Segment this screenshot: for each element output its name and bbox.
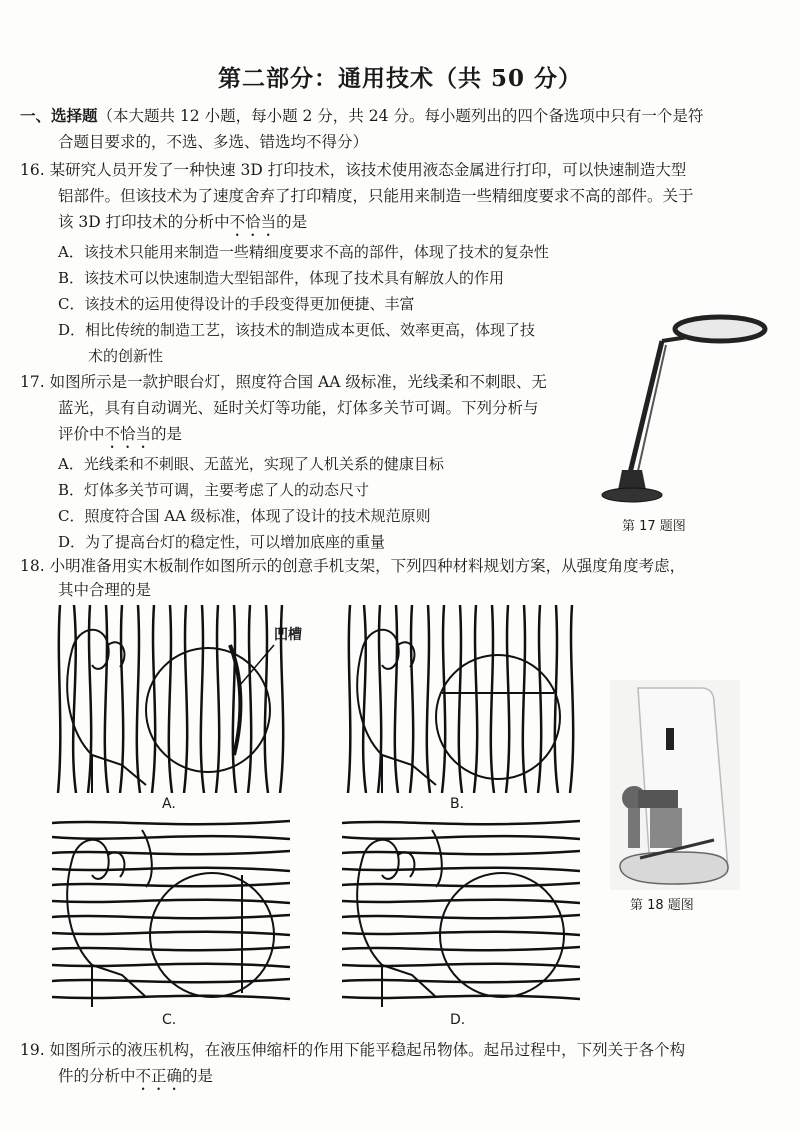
desk-lamp-figure <box>600 305 790 515</box>
q19-line2: 件的分析中不正确的是 <box>58 1067 214 1085</box>
q16-option-c[interactable]: C．该技术的运用使得设计的手段变得更加便捷、丰富 <box>58 295 415 313</box>
q17-line2: 蓝光，具有自动调光、延时关灯等功能，灯体多关节可调。下列分析与 <box>58 399 539 417</box>
option-c-figure[interactable] <box>52 815 290 1007</box>
groove-label: 凹槽 <box>274 627 302 643</box>
q16-option-b[interactable]: B．该技术可以快速制造大型铝部件，体现了技术具有解放人的作用 <box>58 269 505 287</box>
q18-line1: 18. 小明准备用实木板制作如图所示的创意手机支架，下列四种材料规划方案，从强度角度考虑， <box>20 557 686 575</box>
q17-emphasis: 不恰当 <box>104 425 152 443</box>
section-desc-2: 合题目要求的，不选、多选、错选均不得分） <box>58 133 369 151</box>
q17-option-b[interactable]: B．灯体多关节可调，主要考虑了人的动态尺寸 <box>58 481 370 499</box>
section-heading-line <box>20 106 703 126</box>
q17-figure-caption: 第 17 题图 <box>622 519 686 534</box>
q17-option-d[interactable]: D．为了提高台灯的稳定性，可以增加底座的重量 <box>58 533 386 551</box>
q16-option-a[interactable]: A．该技术只能用来制造一些精细度要求不高的部件，体现了技术的复杂性 <box>58 243 549 261</box>
section-desc-1: （本大题共 12 小题，每小题 2 分，共 24 分。每小题列出的四个备选项中只有一个是符 <box>97 107 704 125</box>
q19-line1: 19. 如图所示的液压机构，在液压伸缩杆的作用下能平稳起吊物体。起吊过程中，下列关于各个构 <box>20 1041 686 1059</box>
q16-option-d-cont: 术的创新性 <box>88 347 164 365</box>
q19-number: 19. <box>20 1041 45 1059</box>
groove-pointer <box>234 640 284 690</box>
q16-line3: 该 3D 打印技术的分析中不恰当的是 <box>58 213 308 231</box>
q16-line1: 16. 某研究人员开发了一种快速 3D 打印技术，该技术使用液态金属进行打印，可以快速制造大型 <box>20 161 687 179</box>
q17-line3: 评价中不恰当的是 <box>58 425 183 443</box>
page-title: 第二部分：通用技术（共 50 分） <box>217 65 583 92</box>
q16-number: 16. <box>20 161 45 179</box>
q18-figure-caption: 第 18 题图 <box>630 898 694 913</box>
option-c-label: C. <box>162 1012 177 1028</box>
phone-stand-photo <box>610 680 740 890</box>
q17-number: 17. <box>20 373 45 391</box>
section-heading: 一、选择题 <box>20 106 98 125</box>
q16-line2: 铝部件。但该技术为了速度舍弃了打印精度，只能用来制造一些精细度要求不高的部件。关于 <box>58 187 694 205</box>
option-a-label: A. <box>162 796 176 812</box>
q18-line2: 其中合理的是 <box>58 581 152 599</box>
option-d-label: D. <box>450 1012 466 1028</box>
option-b-figure[interactable] <box>342 605 580 793</box>
option-d-figure[interactable] <box>342 815 580 1007</box>
q16-option-d[interactable]: D．相比传统的制造工艺，该技术的制造成本更低、效率更高，体现了技 <box>58 321 536 339</box>
q17-option-c[interactable]: C．照度符合国 AA 级标准，体现了设计的技术规范原则 <box>58 507 431 525</box>
q17-line1: 17. 如图所示是一款护眼台灯，照度符合国 AA 级标准，光线柔和不刺眼、无 <box>20 373 547 391</box>
q16-emphasis: 不恰当 <box>229 213 277 231</box>
option-b-label: B. <box>450 796 465 812</box>
q19-emphasis: 不正确 <box>135 1067 183 1085</box>
q18-number: 18. <box>20 557 45 575</box>
option-a-figure[interactable] <box>52 605 290 793</box>
q17-option-a[interactable]: A．光线柔和不刺眼、无蓝光，实现了人机关系的健康目标 <box>58 455 444 473</box>
